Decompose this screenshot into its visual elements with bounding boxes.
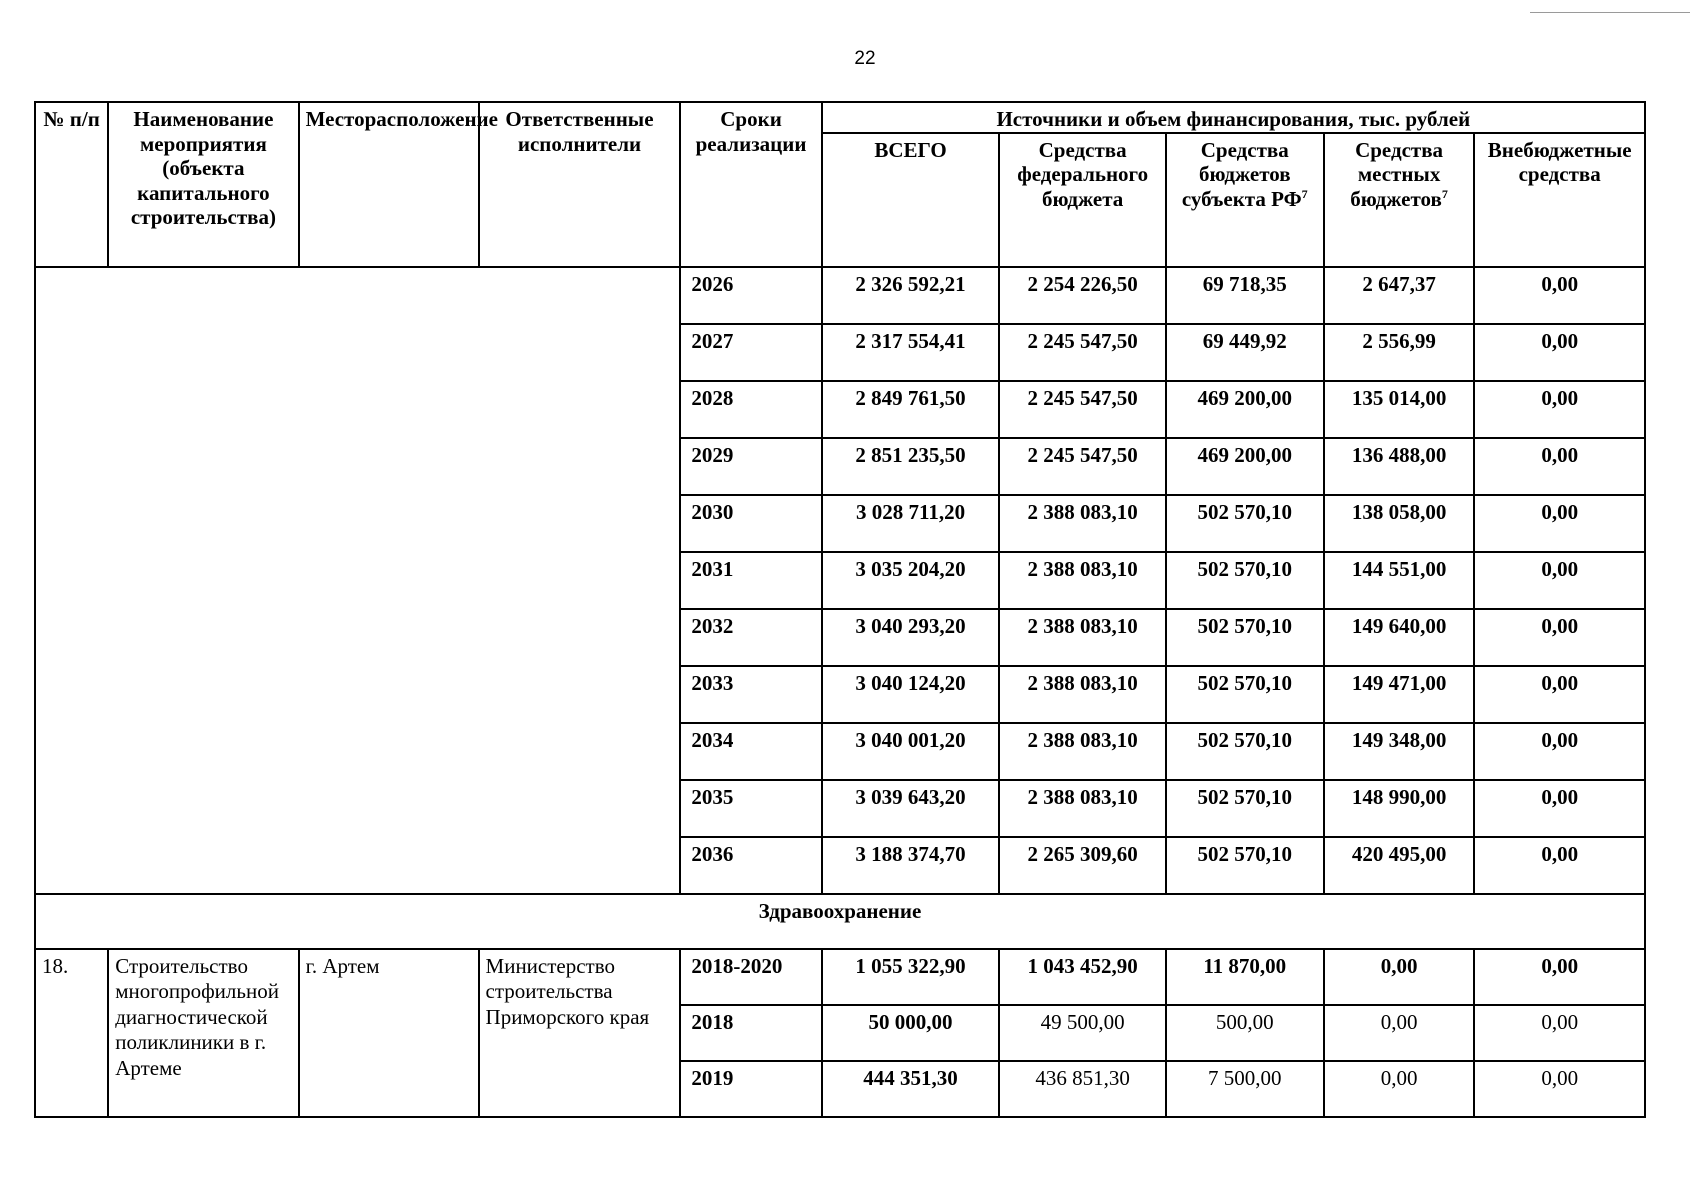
regional-cell: 502 570,10 — [1166, 552, 1324, 609]
extrabudget-cell: 0,00 — [1474, 837, 1645, 894]
total-cell: 3 028 711,20 — [822, 495, 1000, 552]
year-cell: 2019 — [680, 1061, 821, 1117]
regional-cell: 7 500,00 — [1166, 1061, 1324, 1117]
federal-cell: 2 254 226,50 — [999, 267, 1165, 324]
header-financing-group: Источники и объем финансирования, тыс. рублей — [822, 102, 1645, 133]
local-cell: 135 014,00 — [1324, 381, 1475, 438]
header-row-1 — [35, 102, 1645, 133]
year-cell: 2032 — [680, 609, 821, 666]
header-federal: Средства федерального бюджета — [999, 133, 1165, 267]
extrabudget-cell: 0,00 — [1474, 267, 1645, 324]
regional-cell: 469 200,00 — [1166, 381, 1324, 438]
total-cell: 3 039 643,20 — [822, 780, 1000, 837]
item-name: Строительство многопрофильной диагностической поликлиники в г. Артеме — [108, 949, 298, 1117]
table-row — [35, 267, 1645, 324]
header-regional-label: Средства бюджетов субъекта РФ — [1181, 137, 1302, 211]
total-cell: 3 035 204,20 — [822, 552, 1000, 609]
extrabudget-cell: 0,00 — [1474, 324, 1645, 381]
extrabudget-cell: 0,00 — [1474, 495, 1645, 552]
header-local-footnote: 7 — [1441, 186, 1448, 201]
extrabudget-cell: 0,00 — [1474, 609, 1645, 666]
item-responsible: Министерство строительства Приморского края — [479, 949, 681, 1117]
local-cell: 144 551,00 — [1324, 552, 1475, 609]
extrabudget-cell: 0,00 — [1474, 552, 1645, 609]
year-cell: 2018 — [680, 1005, 821, 1061]
federal-cell: 2 265 309,60 — [999, 837, 1165, 894]
local-cell: 149 348,00 — [1324, 723, 1475, 780]
local-cell: 420 495,00 — [1324, 837, 1475, 894]
total-cell: 1 055 322,90 — [822, 949, 1000, 1005]
local-cell: 0,00 — [1324, 949, 1475, 1005]
year-cell: 2028 — [680, 381, 821, 438]
financing-table — [34, 101, 1646, 1118]
local-cell: 2 556,99 — [1324, 324, 1475, 381]
header-regional — [1166, 133, 1324, 267]
header-total: ВСЕГО — [822, 133, 1000, 267]
continuation-body — [35, 267, 1645, 894]
regional-cell: 69 449,92 — [1166, 324, 1324, 381]
regional-cell: 502 570,10 — [1166, 837, 1324, 894]
extrabudget-cell: 0,00 — [1474, 666, 1645, 723]
extrabudget-cell: 0,00 — [1474, 1061, 1645, 1117]
regional-cell: 69 718,35 — [1166, 267, 1324, 324]
year-cell: 2035 — [680, 780, 821, 837]
item-body — [35, 949, 1645, 1117]
regional-cell: 502 570,10 — [1166, 780, 1324, 837]
federal-cell: 1 043 452,90 — [999, 949, 1165, 1005]
regional-cell: 502 570,10 — [1166, 666, 1324, 723]
regional-cell: 502 570,10 — [1166, 609, 1324, 666]
federal-cell: 2 388 083,10 — [999, 780, 1165, 837]
extrabudget-cell: 0,00 — [1474, 949, 1645, 1005]
section-title: Здравоохранение — [35, 894, 1645, 949]
local-cell: 148 990,00 — [1324, 780, 1475, 837]
extrabudget-cell: 0,00 — [1474, 723, 1645, 780]
federal-cell: 2 388 083,10 — [999, 666, 1165, 723]
total-cell: 3 040 001,20 — [822, 723, 1000, 780]
regional-cell: 502 570,10 — [1166, 495, 1324, 552]
local-cell: 2 647,37 — [1324, 267, 1475, 324]
year-cell: 2018-2020 — [680, 949, 821, 1005]
federal-cell: 2 245 547,50 — [999, 324, 1165, 381]
header-responsible: Ответственные исполнители — [479, 102, 681, 267]
total-cell: 2 851 235,50 — [822, 438, 1000, 495]
federal-cell: 2 388 083,10 — [999, 609, 1165, 666]
extrabudget-cell: 0,00 — [1474, 381, 1645, 438]
header-location: Месторасположение — [299, 102, 479, 267]
total-cell: 2 317 554,41 — [822, 324, 1000, 381]
header-extrabudget: Внебюджетные средства — [1474, 133, 1645, 267]
total-cell: 444 351,30 — [822, 1061, 1000, 1117]
year-cell: 2027 — [680, 324, 821, 381]
total-cell: 3 040 124,20 — [822, 666, 1000, 723]
item-location: г. Артем — [299, 949, 479, 1117]
header-local — [1324, 133, 1475, 267]
federal-cell: 2 388 083,10 — [999, 552, 1165, 609]
header-number: № п/п — [35, 102, 108, 267]
federal-cell: 2 245 547,50 — [999, 438, 1165, 495]
header-regional-footnote: 7 — [1301, 186, 1308, 201]
total-cell: 2 326 592,21 — [822, 267, 1000, 324]
local-cell: 0,00 — [1324, 1061, 1475, 1117]
total-cell: 3 188 374,70 — [822, 837, 1000, 894]
local-cell: 138 058,00 — [1324, 495, 1475, 552]
year-cell: 2033 — [680, 666, 821, 723]
regional-cell: 500,00 — [1166, 1005, 1324, 1061]
item-number: 18. — [35, 949, 108, 1117]
year-cell: 2029 — [680, 438, 821, 495]
year-cell: 2026 — [680, 267, 821, 324]
table-row — [35, 949, 1645, 1005]
local-cell: 149 640,00 — [1324, 609, 1475, 666]
total-cell: 50 000,00 — [822, 1005, 1000, 1061]
year-cell: 2034 — [680, 723, 821, 780]
header-terms: Сроки реализации — [680, 102, 821, 267]
federal-cell: 2 245 547,50 — [999, 381, 1165, 438]
federal-cell: 436 851,30 — [999, 1061, 1165, 1117]
local-cell: 149 471,00 — [1324, 666, 1475, 723]
year-cell: 2030 — [680, 495, 821, 552]
year-cell: 2036 — [680, 837, 821, 894]
federal-cell: 2 388 083,10 — [999, 495, 1165, 552]
header-name: Наименование мероприятия (объекта капитального строительства) — [108, 102, 298, 267]
local-cell: 136 488,00 — [1324, 438, 1475, 495]
corner-rule — [1530, 12, 1690, 13]
total-cell: 3 040 293,20 — [822, 609, 1000, 666]
extrabudget-cell: 0,00 — [1474, 438, 1645, 495]
section-row — [35, 894, 1645, 949]
blank-merged-cell — [35, 267, 680, 894]
page-number: 22 — [854, 48, 876, 69]
header-local-label: Средства местных бюджетов — [1350, 137, 1444, 211]
extrabudget-cell: 0,00 — [1474, 780, 1645, 837]
local-cell: 0,00 — [1324, 1005, 1475, 1061]
federal-cell: 2 388 083,10 — [999, 723, 1165, 780]
regional-cell: 502 570,10 — [1166, 723, 1324, 780]
total-cell: 2 849 761,50 — [822, 381, 1000, 438]
extrabudget-cell: 0,00 — [1474, 1005, 1645, 1061]
year-cell: 2031 — [680, 552, 821, 609]
regional-cell: 11 870,00 — [1166, 949, 1324, 1005]
regional-cell: 469 200,00 — [1166, 438, 1324, 495]
federal-cell: 49 500,00 — [999, 1005, 1165, 1061]
